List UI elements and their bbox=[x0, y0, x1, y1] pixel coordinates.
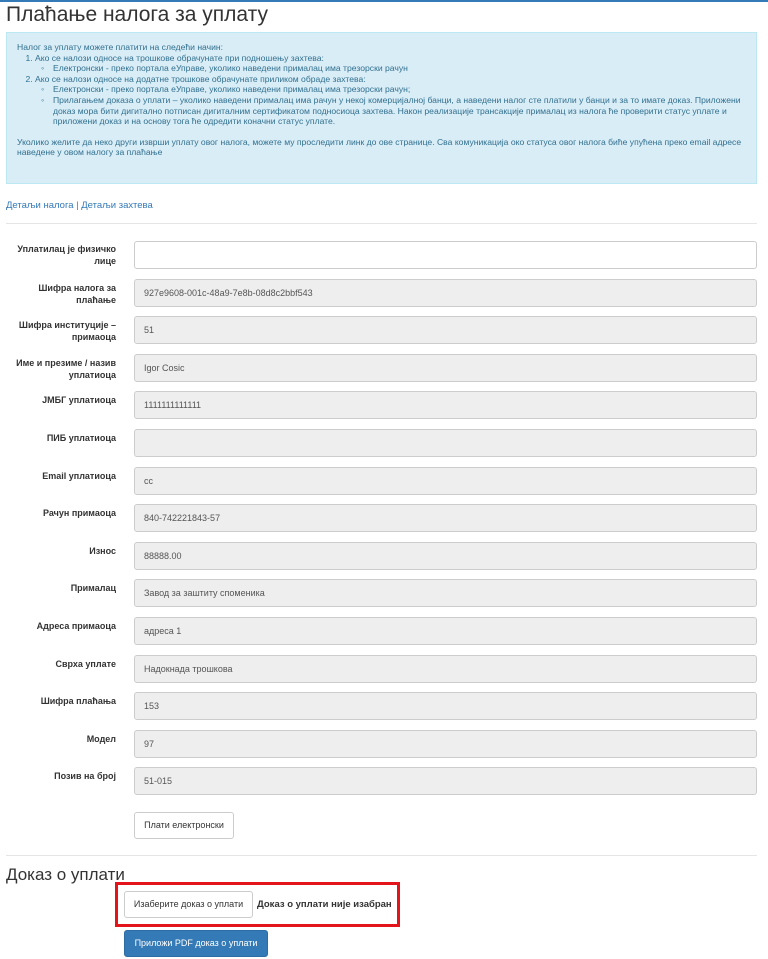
divider bbox=[6, 223, 757, 224]
field-label: Модел bbox=[86, 734, 116, 744]
form-row bbox=[6, 316, 757, 345]
form-row bbox=[6, 354, 757, 383]
form-row bbox=[6, 655, 757, 684]
form-row bbox=[6, 767, 757, 796]
top-accent-line bbox=[0, 0, 768, 2]
field-input[interactable]: 88888.00 bbox=[134, 542, 757, 570]
choose-proof-button[interactable]: Изаберите доказ о уплати bbox=[124, 891, 253, 918]
form-row bbox=[6, 692, 757, 721]
field-input[interactable]: 927e9608-001c-48a9-7e8b-08d8c2bbf543 bbox=[134, 279, 757, 307]
info-item-2-text: Ако се налози односе на додатне трошкове обрачунате приликом обраде захтева: bbox=[35, 73, 366, 84]
payment-info-alert bbox=[6, 32, 757, 184]
field-label: Уплатилац је физичко лице bbox=[17, 244, 116, 266]
info-intro: Налог за уплату можете платити на следећи начин: bbox=[17, 42, 224, 52]
field-input[interactable]: Завод за заштиту споменика bbox=[134, 579, 757, 607]
file-status-text: Доказ о уплати није изабран bbox=[257, 899, 392, 910]
divider bbox=[6, 855, 757, 856]
form-row bbox=[6, 579, 757, 608]
field-input[interactable]: 51-015 bbox=[134, 767, 757, 795]
info-item-2 bbox=[35, 74, 746, 127]
field-label: ЈМБГ уплатиоца bbox=[42, 395, 116, 405]
field-input[interactable]: 840-742221843-57 bbox=[134, 504, 757, 532]
form-row bbox=[6, 467, 757, 496]
field-label: Email уплатиоца bbox=[42, 471, 116, 481]
field-input[interactable]: 1111111111111 bbox=[134, 391, 757, 419]
field-label: Износ bbox=[89, 546, 116, 556]
info-subitem: ◦ Електронски - преко портала еУправе, уколико наведени прималац има трезорски рачун; bbox=[53, 84, 746, 95]
field-input[interactable]: 97 bbox=[134, 730, 757, 758]
field-label: Рачун примаоца bbox=[43, 508, 116, 518]
form-row bbox=[6, 241, 757, 270]
field-label: Шифра плаћања bbox=[40, 696, 116, 706]
info-subitem: ◦ Електронски - преко портала еУправе, уколико наведени прималац има трезорски рачун bbox=[53, 63, 746, 74]
details-order-link[interactable]: Детаљи налога bbox=[6, 200, 74, 211]
info-item-1-text: Ако се налози односе на трошкове обрачунате при подношењу захтева: bbox=[35, 52, 324, 63]
info-item-1 bbox=[35, 53, 746, 74]
field-label: Сврха уплате bbox=[55, 659, 116, 669]
attach-pdf-button[interactable]: Приложи PDF доказ о уплати bbox=[124, 930, 268, 957]
field-input[interactable]: Надокнада трошкова bbox=[134, 655, 757, 683]
field-input[interactable]: cc bbox=[134, 467, 757, 495]
field-label: Име и презиме / назив уплатиоца bbox=[16, 358, 116, 380]
field-label: ПИБ уплатиоца bbox=[46, 433, 116, 443]
field-label: Прималац bbox=[70, 583, 116, 593]
info-extra: Уколико желите да неко други изврши уплату овог налога, можете му проследити линк до ове странице. Сва комуникација око статуса овог налога биће упућена преко email адресе наведене у овом налогу за плаћање bbox=[17, 136, 742, 158]
field-input[interactable]: Igor Cosic bbox=[134, 354, 757, 382]
proof-section-title: Доказ о уплати bbox=[6, 865, 125, 884]
field-input[interactable]: 153 bbox=[134, 692, 757, 720]
info-subitem: ◦ Прилагањем доказа о уплати – уколико наведени прималац има рачун у некој комерцијалној банци, а наведени налог сте платили у банци и за то имате доказ. Приложени доказ мора бити дигитално потписан дигиталним сертификатом подносиоца захтева. Након реализације трансакције прималац из налога ће проверити статус уплате и приложени доказ и на основу тога ће одредити коначни статус уплате. bbox=[53, 95, 746, 127]
field-input[interactable] bbox=[134, 241, 757, 269]
form-row bbox=[6, 730, 757, 759]
form-row bbox=[6, 279, 757, 308]
page-title: Плаћање налога за уплату bbox=[6, 3, 268, 26]
field-input[interactable]: адреса 1 bbox=[134, 617, 757, 645]
form-row bbox=[6, 542, 757, 571]
field-input[interactable]: 51 bbox=[134, 316, 757, 344]
form-row bbox=[6, 429, 757, 458]
pay-electronic-button[interactable]: Плати електронски bbox=[134, 812, 234, 839]
details-request-link[interactable]: Детаљи захтева bbox=[81, 200, 153, 211]
form-row bbox=[6, 617, 757, 646]
details-links bbox=[6, 200, 153, 211]
field-input[interactable] bbox=[134, 429, 757, 457]
form-row bbox=[6, 391, 757, 420]
link-separator: | bbox=[76, 200, 79, 211]
field-label: Адреса примаоца bbox=[36, 621, 116, 631]
field-label: Позив на број bbox=[54, 771, 116, 781]
info-list bbox=[35, 53, 746, 127]
form-row bbox=[6, 504, 757, 533]
field-label: Шифра налога за плаћање bbox=[38, 283, 116, 305]
field-label: Шифра институције – примаоца bbox=[18, 320, 116, 342]
